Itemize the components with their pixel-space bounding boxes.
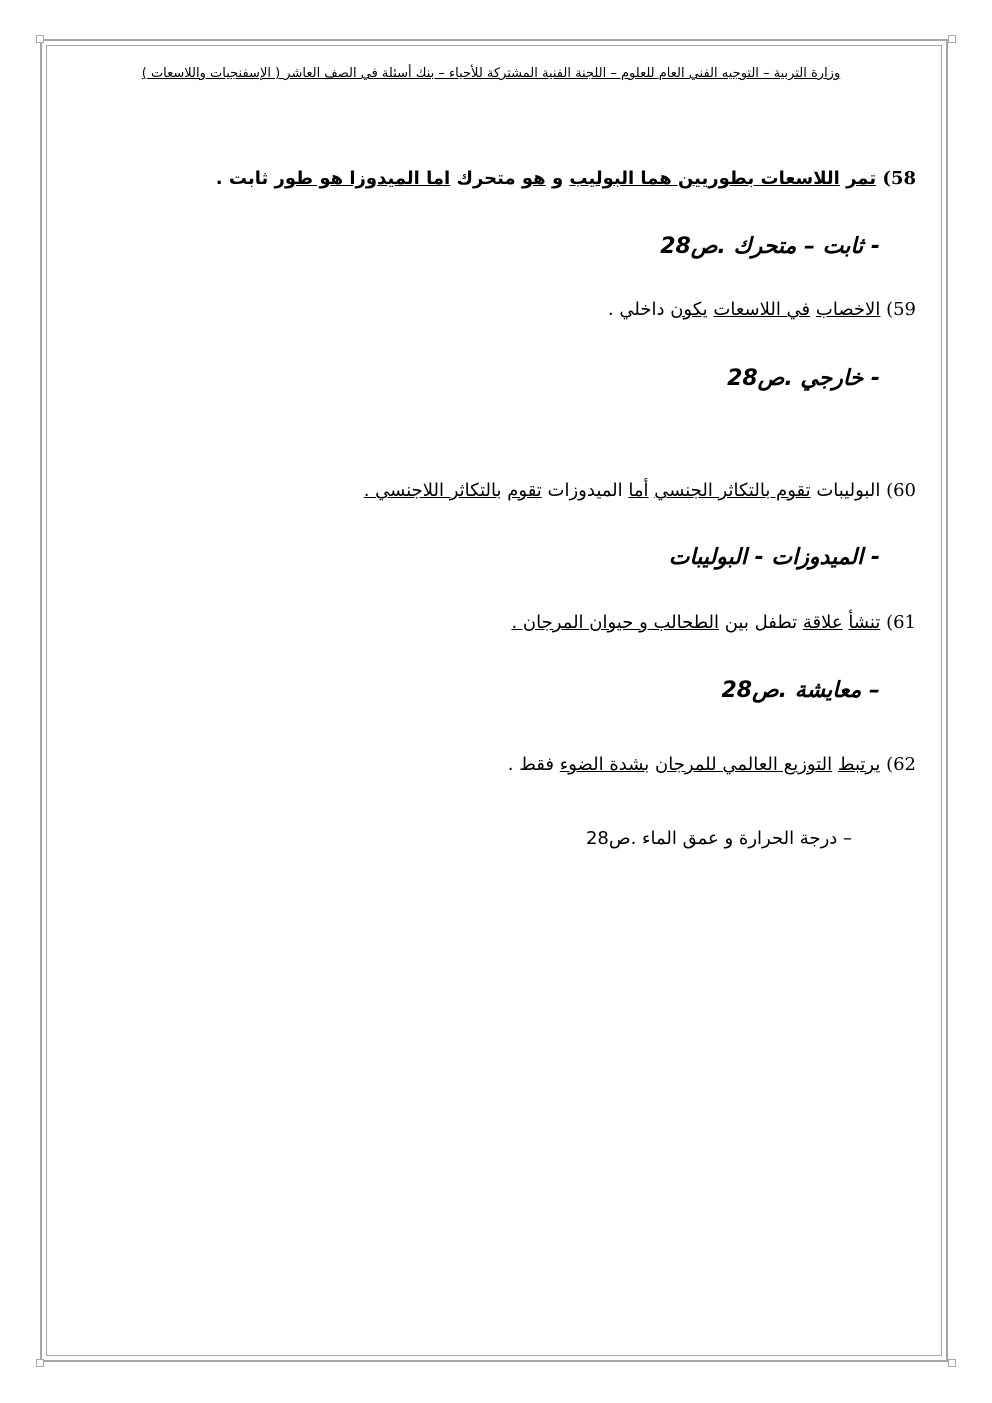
answer-61: – معايشة .ص28	[721, 678, 880, 703]
question-text-part: يكون	[670, 299, 708, 320]
answer-59: - خارجي .ص28	[727, 366, 880, 391]
question-text-part: ثابت .	[215, 168, 275, 189]
question-number: 58)	[882, 168, 916, 189]
question-number: 59)	[886, 299, 916, 320]
question-text-part: بين	[724, 612, 749, 633]
question-61	[511, 612, 916, 633]
question-text-part: اللاسعات بطوريين هما البوليب	[569, 168, 840, 189]
question-text-part: علاقة	[802, 612, 843, 633]
question-text-part: اما الميدوزا هو طور	[274, 168, 451, 189]
question-text-part: متحرك	[450, 168, 522, 189]
question-text-part: تقوم	[507, 480, 542, 501]
answer-62: – درجة الحرارة و عمق الماء .ص28	[585, 828, 852, 849]
answer-58: - ثابت – متحرك .ص28	[660, 234, 880, 259]
question-number: 61)	[886, 612, 916, 633]
question-text-part: الميدوزات	[541, 480, 629, 501]
question-text-part: تطفل	[748, 612, 803, 633]
border-corner	[36, 35, 44, 43]
question-text-part: بشدة الضوء	[559, 754, 650, 775]
answer-60: - الميدوزات - البوليبات	[668, 545, 880, 570]
question-text-part: هو	[521, 168, 546, 189]
question-text-part: التوزيع العالمي للمرجان	[655, 754, 833, 775]
question-number: 60)	[886, 480, 916, 501]
question-58	[216, 168, 916, 189]
question-text-part: تقوم بالتكاثر الجنسي	[654, 480, 811, 501]
question-text-part: الطحالب و حيوان المرجان .	[511, 612, 719, 633]
question-60	[364, 480, 916, 501]
question-62	[508, 754, 916, 775]
question-59	[608, 299, 916, 320]
border-corner	[948, 1359, 956, 1367]
question-text-part: بالتكاثر اللاجنسي .	[363, 480, 502, 501]
question-text-part: الاخصاب	[815, 299, 881, 320]
question-text-part: داخلي .	[607, 299, 671, 320]
question-text-part: يرتبط	[837, 754, 881, 775]
question-text-part: و	[551, 168, 564, 189]
question-number: 62)	[886, 754, 916, 775]
page-header: وزارة التربية – التوجيه الفني العام للعلوم – اللجنة الفنية المشتركة للأحياء – بنك أسئلة في الصف العاشر ( الإسفنجيات واللاسعات )	[141, 66, 841, 81]
question-text-part: فقط .	[507, 754, 560, 775]
question-text-part: تمر	[846, 168, 877, 189]
border-corner	[36, 1359, 44, 1367]
question-text-part: أما	[628, 480, 649, 501]
question-text-part: في اللاسعات	[713, 299, 811, 320]
border-corner	[948, 35, 956, 43]
question-text-part: البوليبات	[810, 480, 881, 501]
question-text-part: تنشأ	[848, 612, 881, 633]
